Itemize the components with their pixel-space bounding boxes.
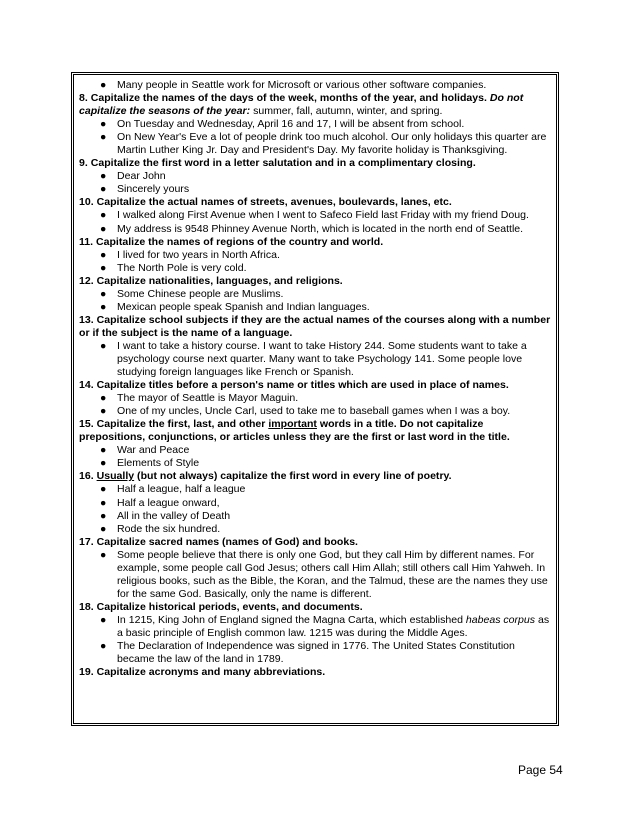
bullet-icon: ●: [100, 509, 107, 522]
bullet-icon: ●: [100, 444, 107, 457]
rule-11: [79, 236, 551, 275]
bullet-icon: ●: [100, 640, 107, 653]
bullet-icon: ●: [100, 261, 107, 274]
rule-15: [79, 418, 551, 470]
rule-heading: 13. Capitalize school subjects if they are the actual names of the courses along with a number or if the subject is the name of a language.: [79, 313, 551, 339]
list-item: ● Dear John: [100, 170, 166, 183]
rule-14: [79, 379, 551, 418]
list-item: ● War and Peace: [100, 444, 190, 457]
bullet-icon: ●: [100, 222, 107, 235]
list-item: ● Many people in Seattle work for Microsoft or various other software companies.: [100, 79, 487, 91]
bullet-icon: ●: [100, 248, 107, 261]
rule-12: [79, 275, 551, 314]
rules-box: [73, 74, 557, 724]
bullet-icon: ●: [100, 300, 107, 313]
list-item: ● Sincerely yours: [100, 183, 190, 196]
bullet-icon: ●: [100, 287, 107, 300]
list-item: ● Some people believe that there is only one God, but they call Him by different names. For example, some people call God Jesus; others call Him Allah; still others call Him Yahweh. In religious books, such as the Bible, the Koran, and the Talmud, these are the names they use for the same God. Basically, only the name is different.: [100, 548, 548, 600]
list-item: ● I want to take a history course. I want to take History 244. Some students want to take a psychology course next quarter. Many want to take Psychology 141. Some people love studying foreign languages like French or Spanish.: [100, 339, 527, 379]
bullet-icon: ●: [100, 79, 107, 91]
bullet-icon: ●: [100, 118, 107, 131]
bullet-icon: ●: [100, 339, 107, 352]
bullet-icon: ●: [100, 483, 107, 496]
bullet-icon: ●: [100, 548, 107, 561]
list-item: ● Elements of Style: [100, 457, 200, 470]
list-item: ● The Declaration of Independence was signed in 1776. The United States Constitution became the law of the land in 1789.: [100, 640, 515, 666]
list-item: ● All in the valley of Death: [100, 509, 231, 522]
bullet-icon: ●: [100, 209, 107, 222]
rule-8: [79, 92, 551, 157]
list-item: ● Mexican people speak Spanish and Indian languages.: [100, 300, 370, 313]
intro-list: [79, 79, 551, 92]
page-number: Page 54: [518, 763, 563, 777]
bullet-icon: ●: [100, 405, 107, 418]
list-item: ● One of my uncles, Uncle Carl, used to take me to baseball games when I was a boy.: [100, 405, 511, 418]
list-item: ● Rode the six hundred.: [100, 522, 221, 535]
rule-heading: 16. Usually (but not always) capitalize the first word in every line of poetry.: [79, 470, 452, 483]
list-item: ● Half a league onward,: [100, 496, 220, 509]
bullet-icon: ●: [100, 613, 107, 626]
rule-heading: 17. Capitalize sacred names (names of God) and books.: [79, 535, 358, 548]
rule-19: [79, 666, 551, 679]
list-item: ● Some Chinese people are Muslims.: [100, 287, 284, 300]
bullet-icon: ●: [100, 496, 107, 509]
rule-13: [79, 314, 551, 379]
bullet-icon: ●: [100, 183, 107, 196]
list-item: ● I lived for two years in North Africa.: [100, 248, 280, 261]
rule-heading: 10. Capitalize the actual names of streets, avenues, boulevards, lanes, etc.: [79, 196, 452, 209]
rule-heading: 9. Capitalize the first word in a letter salutation and in a complimentary closing.: [79, 157, 476, 170]
bullet-icon: ●: [100, 522, 107, 535]
rule-9: [79, 157, 551, 196]
bullet-icon: ●: [100, 457, 107, 470]
rule-16: [79, 470, 551, 535]
rule-heading: 12. Capitalize nationalities, languages, and religions.: [79, 274, 343, 287]
rule-heading: 18. Capitalize historical periods, events, and documents.: [79, 600, 363, 613]
rule-heading: 19. Capitalize acronyms and many abbreviations.: [79, 666, 326, 679]
bullet-icon: ●: [100, 392, 107, 405]
list-item: ● The North Pole is very cold.: [100, 261, 247, 274]
list-item: ● The mayor of Seattle is Mayor Maguin.: [100, 392, 299, 405]
list-item: ● On New Year's Eve a lot of people drink too much alcohol. Our only holidays this quarter are Martin Luther King Jr. Day and President's Day. My favorite holiday is Thanksgiving.: [100, 131, 547, 157]
rule-17: [79, 536, 551, 601]
list-item: ● Half a league, half a league: [100, 483, 246, 496]
list-item: ● My address is 9548 Phinney Avenue North, which is located in the north end of Seattle.: [100, 222, 524, 235]
list-item: ● I walked along First Avenue when I went to Safeco Field last Friday with my friend Doug.: [100, 209, 529, 222]
list-item: ● On Tuesday and Wednesday, April 16 and 17, I will be absent from school.: [100, 118, 465, 131]
rule-heading: 11. Capitalize the names of regions of the country and world.: [79, 235, 384, 248]
rule-heading: 8. Capitalize the names of the days of the week, months of the year, and holidays. Do not capitalize the seasons of the year: summer, fall, autumn, winter, and spring.: [79, 92, 524, 118]
bullet-icon: ●: [100, 131, 107, 144]
list-item: ● In 1215, King John of England signed the Magna Carta, which established habeas corpus as a basic principle of English common law. 1215 was during the Middle Ages.: [100, 613, 550, 639]
rule-10: [79, 196, 551, 235]
rule-18: [79, 601, 551, 666]
bullet-icon: ●: [100, 170, 107, 183]
rule-heading: 14. Capitalize titles before a person's name or titles which are used in place of names.: [79, 379, 509, 392]
rule-heading: 15. Capitalize the first, last, and other important words in a title. Do not capitalize prepositions, conjunctions, or articles unless they are the first or last word in the title.: [79, 418, 510, 444]
